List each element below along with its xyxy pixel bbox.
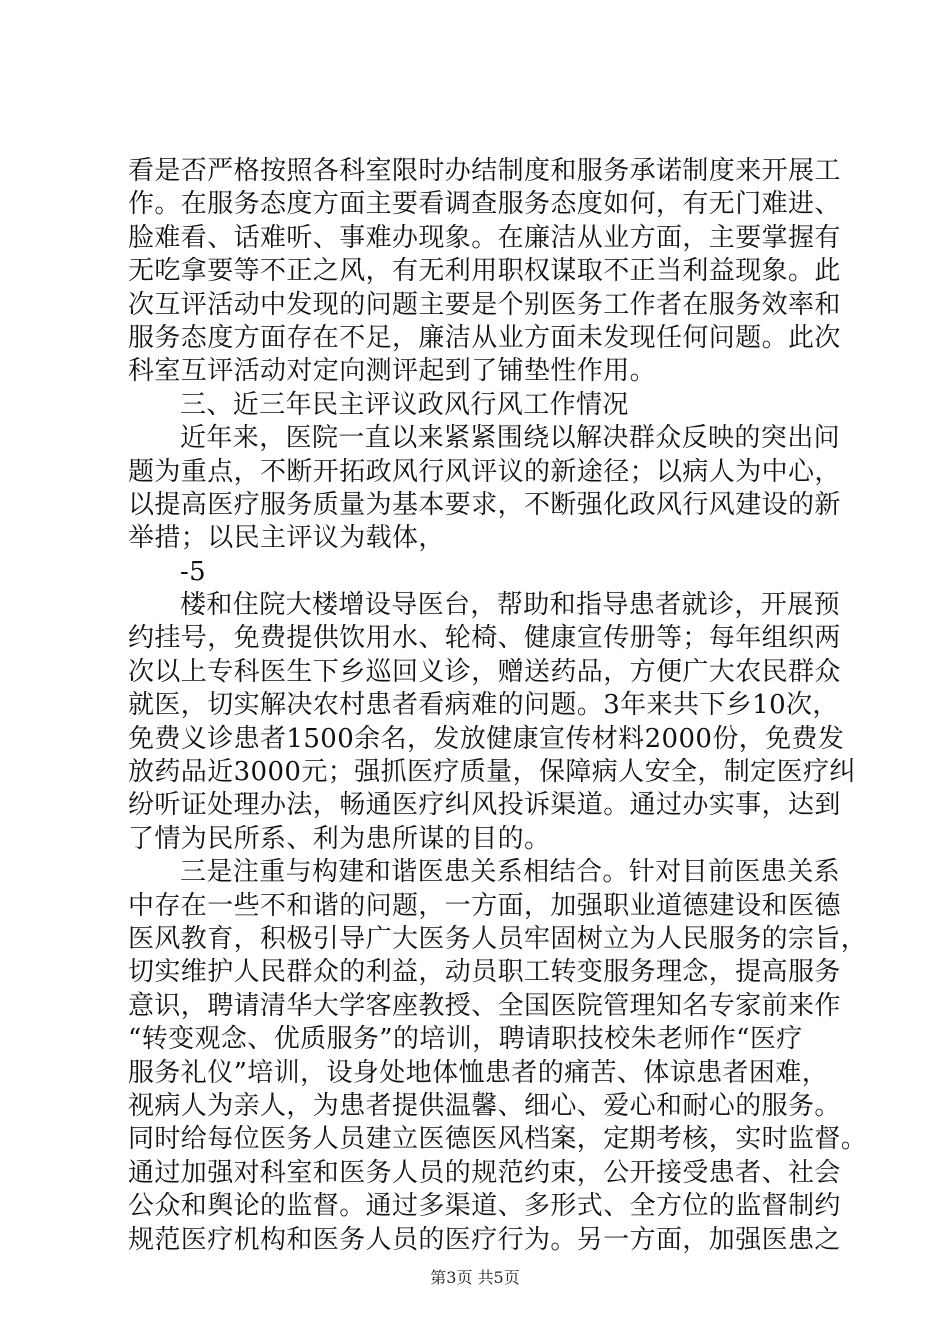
text-line: 服务态度方面存在不足，廉洁从业方面未发现任何问题。此次 [128,322,841,353]
text-line: 以提高医疗服务质量为基本要求，不断强化政风行风建设的新 [128,489,841,520]
text-line: 次互评活动中发现的问题主要是个别医务工作者在服务效率和 [128,289,841,320]
text-line: 通过加强对科室和医务人员的规范约束，公开接受患者、社会 [128,1157,841,1188]
document-body [128,155,868,1257]
text-line: 免费义诊患者1500余名，发放健康宣传材料2000份，免费发 [128,723,845,754]
page-footer: 第3页 共5页 [430,1268,520,1287]
text-line: 科室互评活动对定向测评起到了铺垫性作用。 [128,356,657,387]
text-line: 切实维护人民群众的利益，动员职工转变服务理念，提高服务 [128,957,841,988]
text-line: 楼和住院大楼增设导医台，帮助和指导患者就诊，开展预 [180,590,841,621]
text-line: 看是否严格按照各科室限时办结制度和服务承诺制度来开展工 [128,156,841,186]
text-line: 了情为民所系、利为患所谋的目的。 [128,823,551,854]
text-line: 中存在一些不和谐的问题，一方面，加强职业道德建设和医德 [128,890,841,921]
page-marker: -5 [180,556,207,587]
text-line: 次以上专科医生下乡巡回义诊，赠送药品，方便广大农民群众 [128,656,841,687]
text-line: 约挂号，免费提供饮用水、轮椅、健康宣传册等；每年组织两 [128,623,841,654]
text-line: 脸难看、话难听、事难办现象。在廉洁从业方面，主要掌握有 [128,222,841,253]
text-line: 同时给每位医务人员建立医德医风档案，定期考核，实时监督。 [128,1124,868,1155]
section-heading: 三、近三年民主评议政风行风工作情况 [180,389,629,420]
text-line: 就医，切实解决农村患者看病难的问题。3年来共下乡10次， [128,690,839,721]
text-line: 规范医疗机构和医务人员的医疗行为。另一方面，加强医患之 [128,1224,841,1255]
text-line: 公众和舆论的监督。通过多渠道、多形式、全方位的监督制约 [128,1191,841,1222]
text-line: 放药品近3000元；强抓医疗质量，保障病人安全，制定医疗纠 [128,757,856,788]
text-line: “转变观念、优质服务”的培训，聘请职技校朱老师作“医疗 [128,1024,803,1055]
text-line: 视病人为亲人，为患者提供温馨、细心、爱心和耐心的服务。 [128,1090,841,1121]
text-line: 医风教育，积极引导广大医务人员牢固树立为人民服务的宗旨， [128,923,868,954]
text-line: 题为重点，不断开拓政风行风评议的新途径；以病人为中心， [128,456,841,487]
text-line: 近年来，医院一直以来紧紧围绕以解决群众反映的突出问 [180,423,841,454]
text-line: 意识，聘请清华大学客座教授、全国医院管理知名专家前来作 [128,990,841,1021]
text-line: 作。在服务态度方面主要看调查服务态度如何，有无门难进、 [128,189,841,220]
text-line: 服务礼仪”培训，设身处地体恤患者的痛苦、体谅患者困难， [128,1057,829,1088]
text-line: 无吃拿要等不正之风，有无利用职权谋取不正当利益现象。此 [128,256,841,287]
text-line: 举措；以民主评议为载体， [128,523,445,554]
text-line: 纷听证处理办法，畅通医疗纠风投诉渠道。通过办实事，达到 [128,790,841,821]
text-line: 三是注重与构建和谐医患关系相结合。针对目前医患关系 [180,857,841,888]
